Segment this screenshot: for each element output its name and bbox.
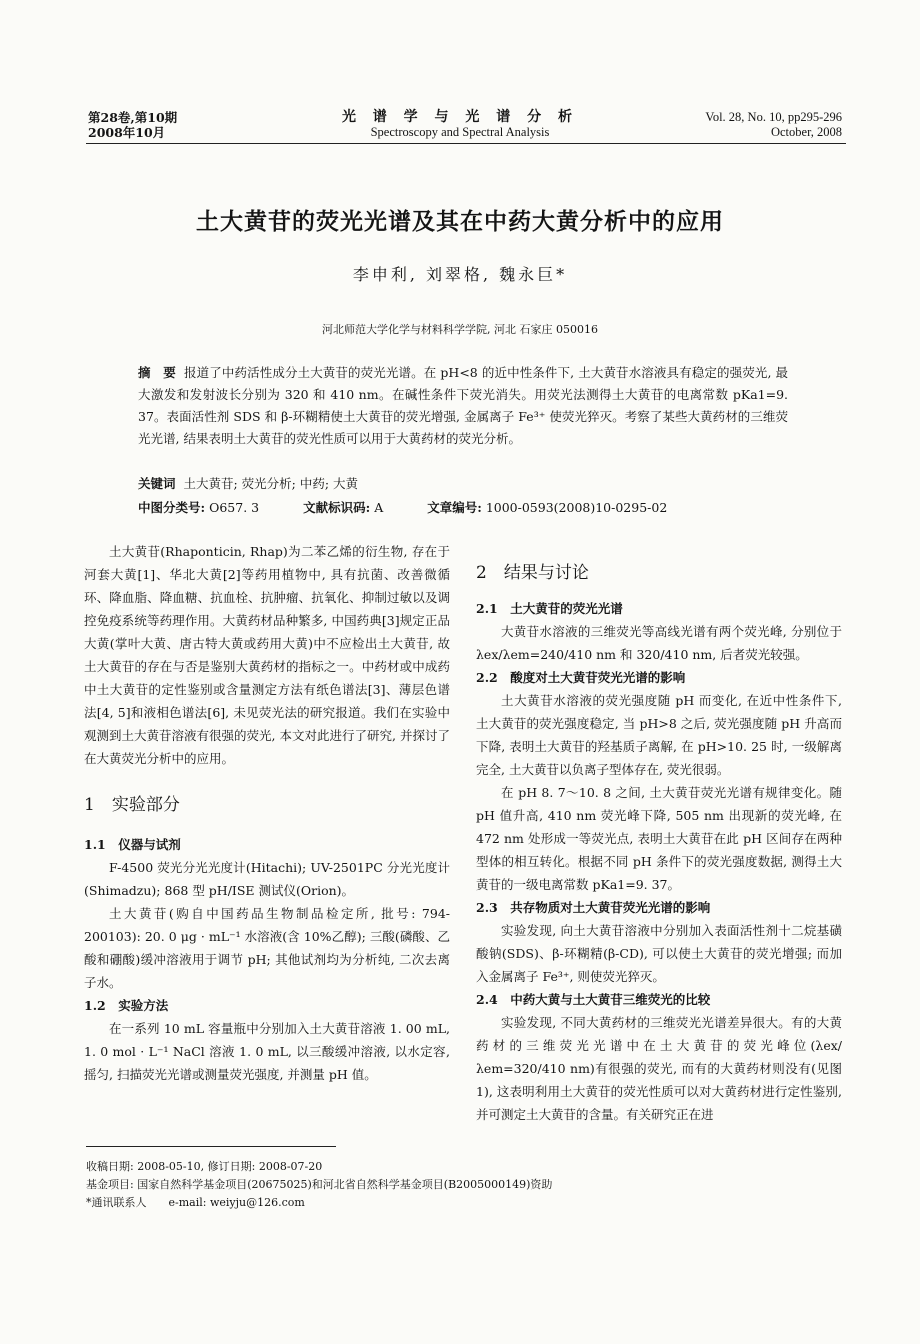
volume-pages-en: Vol. 28, No. 10, pp295-296 (705, 110, 842, 124)
abstract-label: 摘 要 (138, 365, 176, 380)
intro-paragraph: 土大黄苷(Rhaponticin, Rhap)为二苯乙烯的衍生物, 存在于河套大黄[1]、华北大黄[2]等药用植物中, 具有抗菌、改善微循环、降血脂、降血糖、抗血栓、抗肿瘤、抗氧化、抑制过敏以及调控免疫系统等药理作用。大黄药材品种繁多, 中国药典[3]规定正品大黄(掌叶大黄、唐古特大黄或药用大黄)中不应检出土大黄苷, 故土大黄苷的存在与否是鉴别大黄药材的指标之一。中药材或中成药中土大黄苷的定性鉴别或含量测定方法有纸色谱法[3]、薄层色谱法[4, 5]和液相色谱法[6], 未见荧光法的研究报道。我们在实验中观测到土大黄苷溶液有很强的荧光, 本文对此进行了研究, 并探讨了在大黄荧光分析中的应用。 (84, 544, 450, 766)
section-2-4-heading: 2.4 中药大黄与土大黄苷三维荧光的比较 (476, 992, 711, 1007)
clc-value: O657. 3 (209, 500, 260, 515)
footnote-rule (86, 1146, 336, 1147)
journal-volume-en (630, 110, 842, 140)
keywords-text: 土大黄苷; 荧光分析; 中药; 大黄 (183, 476, 359, 491)
instruments-paragraph: F-4500 荧光分光光度计(Hitachi); UV-2501PC 分光光度计(Shimadzu); 868 型 pH/ISE 测试仪(Orion)。 (84, 860, 450, 898)
doc-code-value: A (374, 500, 384, 515)
left-column (84, 540, 450, 1086)
spectrum-paragraph: 大黄苷水溶液的三维荧光等高线光谱有两个荧光峰, 分别位于 λex/λem=240/410 nm 和 320/410 nm, 后者荧光较强。 (476, 624, 842, 662)
ph-paragraph-2: 在 pH 8. 7～10. 8 之间, 土大黄苷荧光光谱有规律变化。随 pH 值升高, 410 nm 荧光峰下降, 505 nm 出现新的荧光峰, 在 472 nm 处形成一等荧光点, 表明土大黄苷在此 pH 区间存在两种型体的相互转化。根据不同 pH 条件下的荧光强度数据, 测得土大黄苷的一级电离常数 pKa1=9. 37。 (476, 785, 842, 892)
paper-title: 土大黄苷的荧光光谱及其在中药大黄分析中的应用 (196, 208, 724, 235)
section-2-1-heading: 2.1 土大黄苷的荧光光谱 (476, 601, 623, 616)
section-1-heading: 1 实验部分 (84, 795, 180, 815)
footnotes (86, 1158, 846, 1212)
section-1-1-heading: 1.1 仪器与试剂 (84, 837, 181, 852)
abstract (138, 362, 788, 450)
clc-label: 中图分类号: (138, 500, 206, 515)
volume-issue: 第28卷,第10期 (88, 110, 178, 125)
right-column (476, 562, 842, 1126)
reagents-paragraph: 土大黄苷(购自中国药品生物制品检定所, 批号: 794-200103): 20. 0 μg · mL⁻¹ 水溶液(含 10%乙醇); 三酸(磷酸、乙酸和硼酸)缓冲溶液用于调节 pH; 其他试剂均为分析纯, 二次去离子水。 (84, 906, 450, 990)
issue-date-en: October, 2008 (770, 125, 842, 139)
received-dates: 收稿日期: 2008-05-10, 修订日期: 2008-07-20 (86, 1160, 323, 1173)
section-2-2-heading: 2.2 酸度对土大黄苷荧光光谱的影响 (476, 670, 686, 685)
keywords-block (138, 472, 788, 520)
coexisting-paragraph: 实验发现, 向土大黄苷溶液中分别加入表面活性剂十二烷基磺酸钠(SDS)、β-环糊精(β-CD), 可以使土大黄苷的荧光增强; 而加入金属离子 Fe³⁺, 则使荧光猝灭。 (476, 923, 842, 984)
article-no-label: 文章编号: (427, 500, 482, 515)
keywords-line (138, 472, 788, 496)
funding: 基金项目: 国家自然科学基金项目(20675025)和河北省自然科学基金项目(B2005000149)资助 (86, 1178, 553, 1191)
author-list: 李申利, 刘翠格, 魏永巨* (352, 265, 568, 284)
article-no-value: 1000-0593(2008)10-0295-02 (485, 500, 668, 515)
doc-code-label: 文献标识码: (303, 500, 371, 515)
affiliation: 河北师范大学化学与材料科学学院, 河北 石家庄 050016 (322, 323, 598, 336)
contact: *通讯联系人 e-mail: weiyju@126.com (86, 1196, 305, 1209)
journal-name-en: Spectroscopy and Spectral Analysis (370, 125, 550, 139)
section-2-heading: 2 结果与讨论 (476, 563, 589, 583)
section-2-3-heading: 2.3 共存物质对土大黄苷荧光光谱的影响 (476, 900, 711, 915)
ph-paragraph-1: 土大黄苷水溶液的荧光强度随 pH 而变化, 在近中性条件下, 土大黄苷的荧光强度稳定, 当 pH>8 之后, 荧光强度随 pH 升高而下降, 表明土大黄苷的羟基质子离解, 在 pH>10. 25 时, 一级解离完全, 土大黄苷以负离子型体存在, 荧光很弱。 (476, 693, 842, 777)
journal-name-cn: 光 谱 学 与 光 谱 分 析 (341, 109, 579, 125)
keywords-label: 关键词 (138, 476, 176, 491)
header-rule (86, 143, 846, 144)
abstract-text: 报道了中药活性成分土大黄苷的荧光光谱。在 pH<8 的近中性条件下, 土大黄苷水溶液具有稳定的强荧光, 最大激发和发射波长分别为 320 和 410 nm。在碱性条件下荧光消失。用荧光法测得土大黄苷的电离常数 pKa1=9. 37。表面活性剂 SDS 和 β-环糊精使土大黄苷的荧光增强, 金属离子 Fe³⁺ 使荧光猝灭。考察了某些大黄药材的三维荧光光谱, 结果表明土大黄苷的荧光性质可以用于大黄药材的荧光分析。 (138, 365, 789, 446)
issue-date-cn: 2008年10月 (88, 125, 166, 140)
comparison-paragraph: 实验发现, 不同大黄药材的三维荧光光谱差异很大。有的大黄药材的三维荧光光谱中在土大黄苷的荧光峰位(λex/λem=320/410 nm)有很强的荧光, 而有的大黄药材则没有(见图 1), 这表明利用土大黄苷的荧光性质可以对大黄药材进行定性鉴别, 并可测定土大黄苷的含量。有关研究正在进 (476, 1015, 842, 1122)
section-1-2-heading: 1.2 实验方法 (84, 998, 169, 1013)
journal-name (300, 110, 620, 140)
method-paragraph: 在一系列 10 mL 容量瓶中分别加入土大黄苷溶液 1. 00 mL, 1. 0 mol · L⁻¹ NaCl 溶液 1. 0 mL, 以三酸缓冲溶液, 以水定容, 摇匀, 扫描荧光光谱或测量荧光强度, 并测量 pH 值。 (84, 1021, 450, 1082)
journal-issue-info (88, 110, 177, 140)
classification-line (138, 496, 788, 520)
